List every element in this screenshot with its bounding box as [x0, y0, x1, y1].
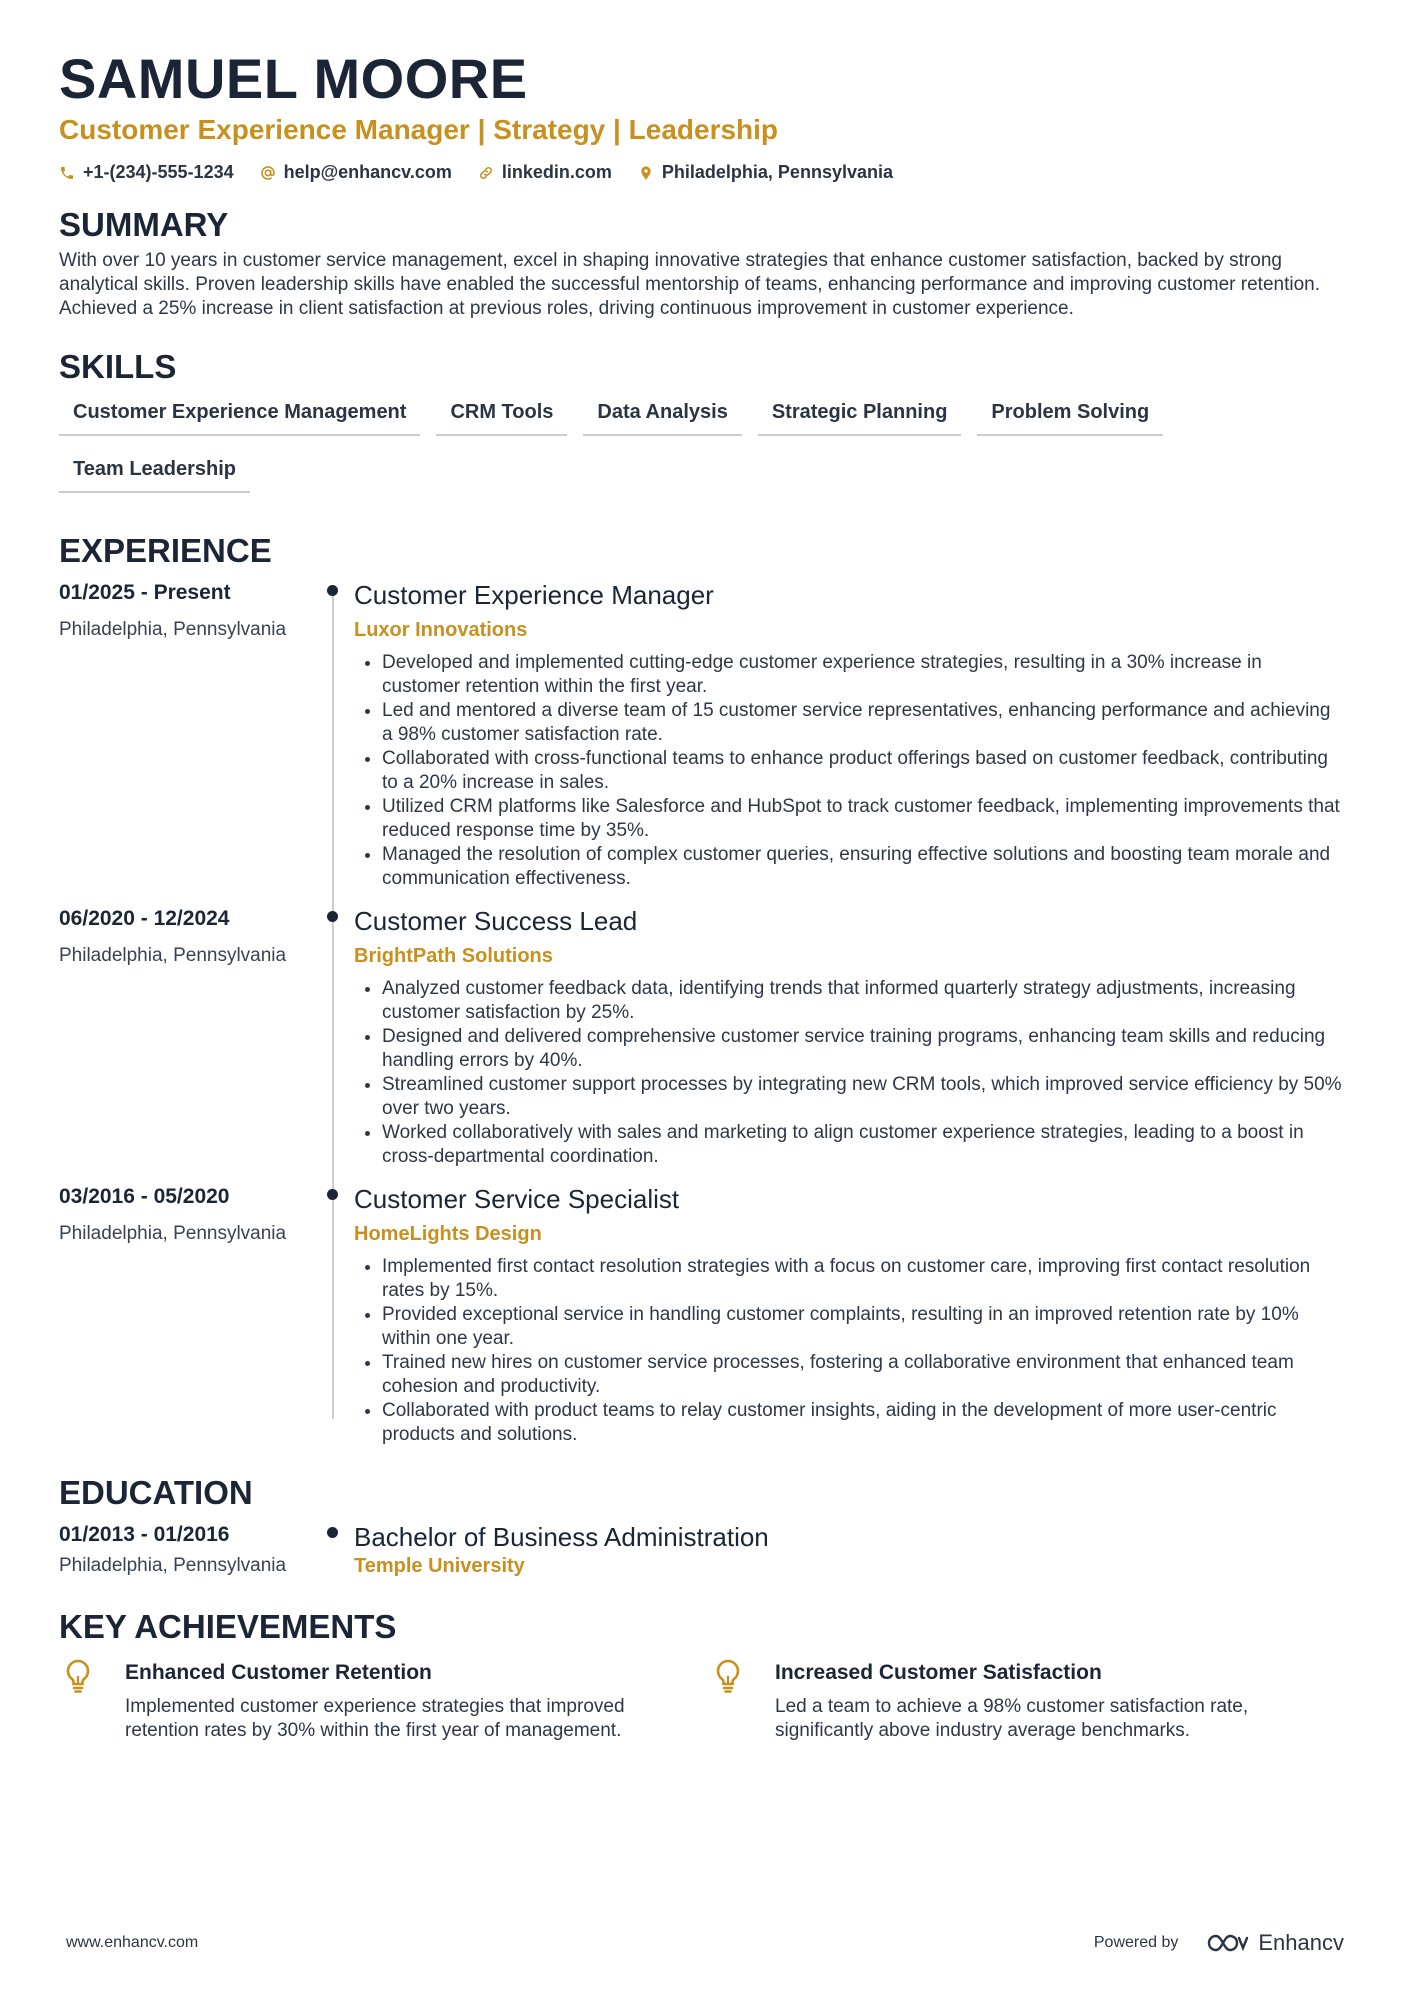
job-bullet: • Led and mentored a diverse team of 15 customer service representatives, enhancing performance and achieving a 98% customer satisfaction rate.: [382, 699, 1344, 747]
skills-list: [59, 397, 1349, 493]
job-company: BrightPath Solutions: [354, 945, 553, 967]
contact-linkedin[interactable]: [478, 162, 612, 183]
skill-tag: Problem Solving: [977, 397, 1163, 436]
powered-by-text: Powered by: [1093, 1934, 1179, 1951]
job-bullet: • Analyzed customer feedback data, identifying trends that informed quarterly strategy adjustments, increasing customer satisfaction by 25%.: [382, 977, 1344, 1025]
page-footer: [66, 1930, 1344, 1956]
job-bullet: • Utilized CRM platforms like Salesforce and HubSpot to track customer feedback, implementing improvements that reduced response time by 35%.: [382, 795, 1344, 843]
achievement-title: Enhanced Customer Retention: [125, 1661, 432, 1684]
job-bullet: • Collaborated with cross-functional teams to enhance product offerings based on customer feedback, contributing to a 20% increase in sales.: [382, 747, 1344, 795]
skills-heading: SKILLS: [59, 348, 177, 385]
job-company: Luxor Innovations: [354, 619, 528, 641]
job-bullet: • Designed and delivered comprehensive customer service training programs, enhancing team skills and reducing handling errors by 40%.: [382, 1025, 1344, 1073]
location-text: Philadelphia, Pennsylvania: [661, 162, 893, 182]
achievements-list: [59, 1659, 1359, 1743]
skill-tag: CRM Tools: [436, 397, 567, 436]
email-text: help@enhancv.com: [283, 162, 452, 182]
contact-bar: [59, 162, 1359, 183]
candidate-headline: Customer Experience Manager | Strategy | Leadership: [59, 114, 779, 145]
achievements-heading: KEY ACHIEVEMENTS: [59, 1608, 397, 1645]
job-date: 06/2020 - 12/2024: [59, 907, 230, 930]
contact-email[interactable]: [260, 162, 452, 183]
education-heading: EDUCATION: [59, 1474, 253, 1511]
footer-website[interactable]: www.enhancv.com: [66, 1934, 199, 1951]
summary-heading: SUMMARY: [59, 206, 229, 243]
experience-entry: [59, 1183, 1359, 1447]
job-bullet: • Implemented first contact resolution strategies with a focus on customer care, improving first contact resolution rates by 15%.: [382, 1255, 1344, 1303]
job-bullet: • Developed and implemented cutting-edge customer experience strategies, resulting in a 30% increase in customer retention within the first year.: [382, 651, 1344, 699]
job-bullet: • Managed the resolution of complex customer queries, ensuring effective solutions and boosting team morale and communication effectiveness.: [382, 843, 1344, 891]
lightbulb-icon: [65, 1659, 91, 1693]
job-role: Customer Success Lead: [354, 906, 638, 936]
job-date: 01/2025 - Present: [59, 581, 231, 604]
timeline-dot: [327, 1527, 338, 1538]
achievement-title: Increased Customer Satisfaction: [775, 1661, 1102, 1684]
timeline-dot: [327, 1189, 338, 1200]
job-role: Customer Service Specialist: [354, 1184, 680, 1214]
education-school: Temple University: [354, 1555, 525, 1577]
candidate-name: SAMUEL MOORE: [59, 47, 528, 110]
education-degree: Bachelor of Business Administration: [354, 1522, 769, 1552]
at-icon: [260, 165, 276, 181]
skill-tag: Data Analysis: [583, 397, 741, 436]
achievement-item: [59, 1659, 709, 1743]
job-company: HomeLights Design: [354, 1223, 542, 1245]
job-bullet: • Collaborated with product teams to relay customer insights, aiding in the development of more user-centric products and solutions.: [382, 1399, 1344, 1447]
timeline-dot: [327, 911, 338, 922]
skill-tag: Team Leadership: [59, 454, 250, 493]
timeline-dot: [327, 585, 338, 596]
skill-tag: Strategic Planning: [758, 397, 962, 436]
education-timeline: [59, 1521, 1359, 1579]
job-bullets: [354, 1255, 1344, 1447]
experience-timeline: [59, 579, 1359, 1447]
skill-tag: Customer Experience Management: [59, 397, 420, 436]
enhancv-logo-icon: [1206, 1932, 1250, 1954]
contact-phone[interactable]: [59, 162, 234, 183]
contact-location: [638, 162, 893, 183]
job-bullet: • Streamlined customer support processes by integrating new CRM tools, which improved service efficiency by 50% over two years.: [382, 1073, 1344, 1121]
brand-name: Enhancv: [1258, 1930, 1344, 1955]
link-icon: [478, 165, 494, 181]
map-pin-icon: [638, 165, 654, 181]
achievement-item: [709, 1659, 1359, 1743]
job-location: Philadelphia, Pennsylvania: [59, 1223, 287, 1244]
resume-content: [59, 46, 1359, 1743]
job-bullet: • Provided exceptional service in handling customer complaints, resulting in an improved retention rate by 10% within one year.: [382, 1303, 1344, 1351]
education-entry: [59, 1521, 1359, 1579]
education-date: 01/2013 - 01/2016: [59, 1523, 230, 1546]
achievement-desc: Led a team to achieve a 98% customer satisfaction rate, significantly above industry average benchmarks.: [775, 1696, 1249, 1741]
summary-text: With over 10 years in customer service management, excel in shaping innovative strategies that enhance customer satisfaction, backed by strong analytical skills. Proven leadership skills have enabled the successful mentorship of teams, enhancing performance and improving customer retention. Achieved a 25% increase in client satisfaction at previous roles, driving continuous improvement in customer experience.: [59, 250, 1320, 319]
job-date: 03/2016 - 05/2020: [59, 1185, 230, 1208]
experience-entry: [59, 579, 1359, 905]
brand-logo[interactable]: [1206, 1930, 1344, 1956]
linkedin-text: linkedin.com: [501, 162, 612, 182]
experience-heading: EXPERIENCE: [59, 532, 272, 569]
job-role: Customer Experience Manager: [354, 580, 714, 610]
education-location: Philadelphia, Pennsylvania: [59, 1555, 287, 1576]
job-bullet: • Worked collaboratively with sales and marketing to align customer experience strategies, leading to a boost in cross-departmental coordination.: [382, 1121, 1344, 1169]
job-bullets: [354, 977, 1344, 1169]
job-bullets: [354, 651, 1344, 891]
achievement-desc: Implemented customer experience strategies that improved retention rates by 30% within the first year of management.: [125, 1696, 625, 1741]
phone-icon: [59, 165, 75, 181]
lightbulb-icon: [715, 1659, 741, 1693]
phone-text: +1-(234)-555-1234: [83, 162, 234, 182]
job-location: Philadelphia, Pennsylvania: [59, 619, 287, 640]
experience-entry: [59, 905, 1359, 1183]
job-bullet: • Trained new hires on customer service processes, fostering a collaborative environment that enhanced team cohesion and productivity.: [382, 1351, 1344, 1399]
job-location: Philadelphia, Pennsylvania: [59, 945, 287, 966]
